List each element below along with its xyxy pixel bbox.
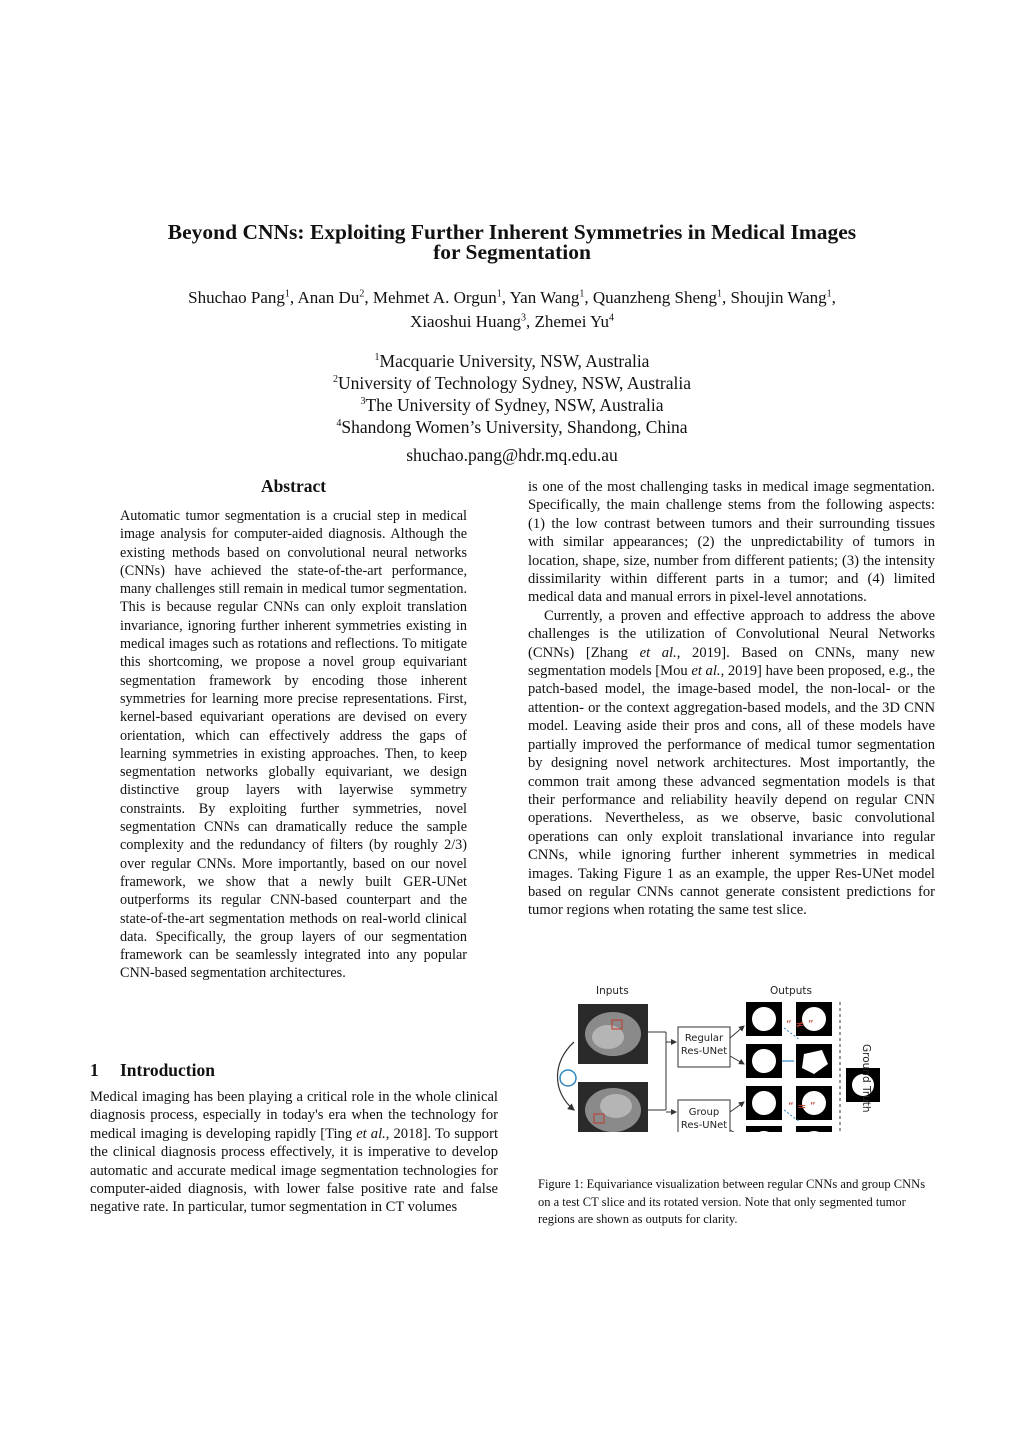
affiliation-text: Shandong Women’s University, Shandong, China bbox=[341, 417, 688, 437]
citation-etal: et al. bbox=[691, 663, 721, 680]
author-name: Xiaoshui Huang bbox=[410, 312, 522, 331]
affiliation-number: 1 bbox=[374, 352, 380, 364]
author-name: Zhemei Yu bbox=[534, 312, 609, 331]
right-column bbox=[528, 478, 935, 920]
figure-1 bbox=[538, 982, 908, 1132]
section-title: Introduction bbox=[120, 1060, 215, 1080]
author-name: Shuchao Pang bbox=[188, 288, 285, 307]
author-affiliation-mark: 1 bbox=[826, 288, 832, 300]
figure-outputs-label: Outputs bbox=[770, 985, 812, 997]
author-name: Mehmet A. Orgun bbox=[372, 288, 497, 307]
author-affiliation-mark: 3 bbox=[521, 312, 527, 324]
rotation-icon bbox=[560, 1070, 576, 1086]
output-arrow bbox=[730, 1130, 744, 1132]
box-label-line: Res-UNet bbox=[680, 1046, 728, 1057]
introduction-paragraph-2 bbox=[528, 607, 935, 920]
text-run: , 2018]. To support the clinical diagnosis process effectively, it is imperative to develop automatic and accurate medical image segmentation technologies for computer-aided diagnosis, with lower false positive rate and false negative rate. In particular, tumor segmentation in CT volumes bbox=[90, 1125, 498, 1216]
regular-res-unet-label bbox=[678, 1032, 730, 1058]
citation-etal: et al. bbox=[639, 644, 677, 661]
affiliation-text: Macquarie University, NSW, Australia bbox=[379, 351, 650, 371]
text-run: , 2019]. Based on CNNs, many new segmentation models [Mou bbox=[528, 644, 935, 680]
output-arrow bbox=[730, 1056, 744, 1064]
affiliation-item bbox=[200, 416, 824, 438]
box-label-line: Regular bbox=[684, 1033, 724, 1044]
author-name: Quanzheng Sheng bbox=[592, 288, 718, 307]
figure-1-caption: Figure 1: Equivariance visualization between regular CNNs and group CNNs on a test CT slice and its rotated version. Note that only segmented tumor regions are shown as outputs for clarity. bbox=[538, 1177, 926, 1226]
equal-mark: “ = ” bbox=[788, 1100, 816, 1113]
author-affiliation-mark: 1 bbox=[717, 288, 723, 300]
author-affiliation-mark: 1 bbox=[284, 288, 290, 300]
box-label-line: Res-UNet bbox=[680, 1120, 728, 1131]
paper-title bbox=[112, 222, 912, 262]
ground-truth-label: Ground Truth bbox=[860, 1044, 872, 1113]
section-heading-introduction bbox=[90, 1060, 498, 1081]
group-res-unet-label bbox=[678, 1106, 730, 1132]
section-number: 1 bbox=[90, 1060, 99, 1080]
affiliation-text: The University of Sydney, NSW, Australia bbox=[365, 395, 664, 415]
box-label-line: Group bbox=[688, 1107, 720, 1118]
affiliation-item bbox=[200, 372, 824, 394]
author-name: Anan Du bbox=[297, 288, 360, 307]
affiliation-item bbox=[200, 350, 824, 372]
not-equal-mark: “ ≠ ” bbox=[786, 1018, 814, 1031]
author-name: Shoujin Wang bbox=[730, 288, 827, 307]
affiliation-number: 4 bbox=[336, 418, 342, 430]
output-arrow bbox=[730, 1102, 744, 1112]
contact-email[interactable]: shuchao.pang@hdr.mq.edu.au bbox=[406, 445, 618, 465]
affiliation-list bbox=[200, 350, 824, 438]
paper-title-line-2: for Segmentation bbox=[433, 240, 591, 264]
tumor-mask bbox=[752, 1091, 776, 1115]
tumor-mask bbox=[752, 1007, 776, 1031]
author-affiliation-mark: 1 bbox=[496, 288, 502, 300]
affiliation-number: 3 bbox=[360, 396, 366, 408]
text-run: Currently, a proven and effective approach to address the above challenges is the utilization of Convolutional Neural Networks (CNNs) [Zhang bbox=[528, 607, 935, 661]
author-line-1: Shuchao Pang$^1$, Anan Du$^2$, Mehmet A. Orgun$^1$, Yan Wang$^1$, Quanzheng Sheng$^1$, Shoujin Wang$^1$, bbox=[188, 288, 836, 307]
introduction-paragraph-1-continued: is one of the most challenging tasks in medical image segmentation. Specifically, the main challenge stems from the following aspects: (1) the low contrast between tumors and their surrounding tissues with similar appearances; (2) the unpredictability of tumors in location, shape, size, number from different patients; (3) the intensity dissimilarity within different parts in a tumor; and (4) limited medical data and manual errors in pixel-level annotations. bbox=[528, 479, 935, 606]
affiliation-number: 2 bbox=[333, 374, 339, 386]
citation-etal: et al. bbox=[356, 1125, 386, 1142]
text-run: Medical imaging has been playing a critical role in the whole clinical diagnosis process, especially in today's era when the technology for medical imaging is developing rapidly [Ting bbox=[90, 1089, 498, 1142]
tumor-mask bbox=[752, 1049, 776, 1073]
author-affiliation-mark: 1 bbox=[579, 288, 585, 300]
figure-inputs-label: Inputs bbox=[596, 985, 629, 997]
affiliation-item bbox=[200, 394, 824, 416]
author-affiliation-mark: 4 bbox=[608, 312, 614, 324]
paper-title-line-1: Beyond CNNs: Exploiting Further Inherent Symmetries in Medical Images bbox=[167, 220, 857, 244]
ct-organ bbox=[600, 1094, 632, 1118]
author-line-2: Xiaoshui Huang$^3$, Zhemei Yu$^4$ bbox=[410, 312, 614, 331]
output-arrow bbox=[730, 1026, 744, 1038]
author-name: Yan Wang bbox=[509, 288, 580, 307]
abstract-heading: Abstract bbox=[260, 476, 327, 496]
introduction-paragraph-1 bbox=[90, 1088, 498, 1217]
author-affiliation-mark: 2 bbox=[359, 288, 365, 300]
abstract-text: Automatic tumor segmentation is a crucial step in medical image analysis for computer-aided diagnosis. Although the existing methods based on convolutional neural networks (CNNs) have achieved the state-of-the-art performance, many challenges still remain in medical tumor segmentation. This is because regular CNNs can only exploit translation invariance, ignoring further inherent symmetries existing in medical images such as rotations and reflections. To mitigate this shortcoming, we propose a novel group equivariant segmentation framework by encoding those inherent symmetries for learning more precise representations. First, kernel-based equivariant operations are devised on every orientation, which can effectively address the gaps of learning symmetries in existing approaches. Then, to keep segmentation networks globally equivariant, we design distinctive group layers with layerwise symmetry constraints. By exploiting further symmetries, novel segmentation CNNs can dramatically reduce the sample complexity and the redundancy of filters (by roughly 2/3) over regular CNNs. More importantly, based on our novel framework, we show that a newly built GER-UNet outperforms its regular CNN-based counterpart and the state-of-the-art segmentation methods on real-world clinical data. Specifically, the group layers of our segmentation framework can be seamlessly integrated into any popular CNN-based segmentation architectures. bbox=[120, 508, 467, 982]
author-list bbox=[100, 286, 924, 334]
text-run: , 2019] have been proposed, e.g., the patch-based model, the image-based model, the non-local- or the attention- or the context aggregation-based models, and the 3D CNN model. Leaving aside their pros and cons, all of these models have partially improved the performance of medical tumor segmentation by designing novel network architectures. Most importantly, the common trait among these advanced segmentation models is that their performance and reliability heavily depend on regular CNN operations. Nevertheless, as we observe, basic convolutional operations can only exploit translational invariance into regular CNNs, while ignoring further inherent symmetries in medical images. Taking Figure 1 as an example, the upper Res-UNet model based on regular CNNs cannot generate consistent predictions for tumor regions when rotating the same test slice. bbox=[528, 663, 935, 919]
affiliation-text: University of Technology Sydney, NSW, Australia bbox=[338, 373, 691, 393]
